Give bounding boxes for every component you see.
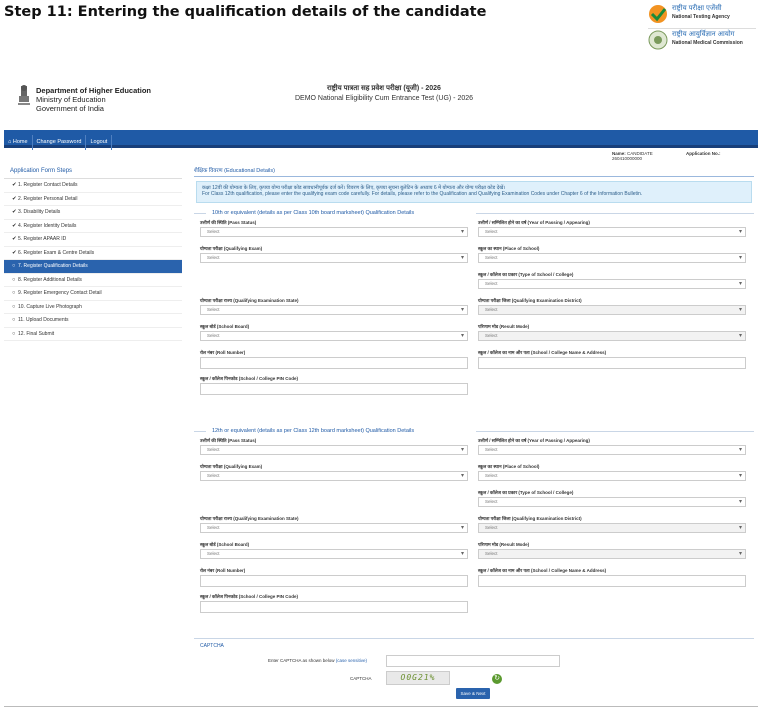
sidebar-step-label: 10. Capture Live Photograph <box>18 303 82 310</box>
captcha-enter-label <box>268 658 367 663</box>
top-navbar <box>4 130 758 148</box>
class10-qual_exam-select[interactable]: Select ▾ <box>200 253 468 263</box>
circle-icon: ○ <box>12 276 16 283</box>
class12-type_school-label: स्कूल / कॉलेज का प्रकार (Type of School / College) <box>478 490 574 495</box>
sidebar-step-9[interactable] <box>4 287 182 301</box>
class12-school_name-label: स्कूल / कॉलेज का नाम और पता (School / College Name & Address) <box>478 568 607 573</box>
class12-place-label: स्कूल का स्थान (Place of School) <box>478 464 540 469</box>
class10-board-select[interactable]: Select ▾ <box>200 331 468 341</box>
class10-roll-input[interactable] <box>200 357 468 369</box>
class12-pass_status-label: उत्तीर्ण की स्थिति (Pass Status) <box>200 438 257 443</box>
dept-line3: Government of India <box>36 104 104 113</box>
exam-title-english: DEMO National Eligibility Cum Entrance Test (UG) - 2026 <box>294 95 474 102</box>
class10-result_mode-label: परिणाम मोड (Result Mode) <box>478 324 530 329</box>
sidebar-step-2[interactable] <box>4 193 182 207</box>
nmc-logo-icon <box>648 30 668 50</box>
check-icon: ✔ <box>12 209 17 215</box>
class10-school_name-label: स्कूल / कॉलेज का नाम और पता (School / College Name & Address) <box>478 350 607 355</box>
captcha-enter-text: Enter CAPTCHA as shown below <box>268 658 335 663</box>
circle-icon: ○ <box>12 303 16 310</box>
site-header <box>4 76 758 128</box>
exam-title-hindi: राष्ट्रीय पात्रता सह प्रवेश परीक्षा (यूजी) - 2026 <box>327 85 441 92</box>
captcha-label: CAPTCHA <box>350 676 372 681</box>
sidebar-step-3[interactable] <box>4 206 182 220</box>
national-emblem-icon <box>16 84 32 110</box>
class12-result_mode-label: परिणाम मोड (Result Mode) <box>478 542 530 547</box>
sidebar-step-label: 8. Register Additional Details <box>18 276 82 283</box>
application-no-label: Application No.: <box>685 151 721 156</box>
captcha-divider <box>194 638 754 639</box>
dept-line2: Ministry of Education <box>36 95 106 104</box>
class10-exam_state-label: योग्यता परीक्षा राज्य (Qualifying Examination State) <box>200 298 299 303</box>
info-alert <box>196 181 752 203</box>
info-line-hindi: कक्षा 12वीं की योग्यता के लिए, कृपया योग्य परीक्षा कोड सावधानीपूर्वक दर्ज करें। विवरण के लिए, कृपया सूचना बुलेटिन के अध्याय 6 में योग्यता और योग्य परीक्षा कोड देखें। <box>202 185 506 191</box>
sidebar-step-label: 3. Disability Details <box>18 209 61 215</box>
sidebar-step-6[interactable] <box>4 247 182 261</box>
sidebar-step-11[interactable] <box>4 314 182 328</box>
class10-roll-label: रोल नंबर (Roll Number) <box>200 350 246 355</box>
circle-icon: ○ <box>12 263 16 269</box>
candidate-info <box>612 151 761 161</box>
class10-exam_district-label: योग्यता परीक्षा जिला (Qualifying Examination District) <box>478 298 582 303</box>
nmc-english: National Medical Commission <box>672 40 743 46</box>
class12-place-select[interactable]: Select ▾ <box>478 471 746 481</box>
class10-section-rule-left <box>194 213 206 214</box>
class12-type_school-select[interactable]: Select ▾ <box>478 497 746 507</box>
step-title: Step 11: Entering the qualification details of the candidate <box>4 4 487 20</box>
sidebar-step-label: 1. Register Contact Details <box>18 182 78 188</box>
sidebar-step-1[interactable] <box>4 179 182 193</box>
nta-hindi: राष्ट्रीय परीक्षा एजेंसी <box>672 5 722 12</box>
captcha-input[interactable] <box>386 655 560 667</box>
sidebar-title: Application Form Steps <box>4 164 182 179</box>
nta-logo <box>648 4 758 26</box>
class10-exam_state-select[interactable]: Select ▾ <box>200 305 468 315</box>
class12-school_name-input[interactable] <box>478 575 746 587</box>
sidebar-step-label: 4. Register Identity Details <box>18 222 77 229</box>
class10-type_school-label: स्कूल / कॉलेज का प्रकार (Type of School / College) <box>478 272 574 277</box>
department-block <box>36 86 151 113</box>
nta-english: National Testing Agency <box>672 14 730 20</box>
check-icon: ✔ <box>12 195 17 202</box>
sidebar-step-label: 2. Register Personal Detail <box>18 195 78 202</box>
nav-change-password-link[interactable]: Change Password <box>33 135 87 150</box>
exam-title <box>294 84 474 104</box>
class10-pass_status-select[interactable]: Select ▾ <box>200 227 468 237</box>
sidebar-step-label: 9. Register Emergency Contact Detail <box>18 290 102 296</box>
class12-exam_state-select[interactable]: Select ▾ <box>200 523 468 533</box>
check-icon: ✔ <box>12 182 17 188</box>
captcha-image: O0G21% <box>386 671 450 685</box>
dept-line1: Department of Higher Education <box>36 86 152 95</box>
sidebar-step-label: 7. Register Qualification Details <box>18 263 88 269</box>
class10-type_school-select[interactable]: Select ▾ <box>478 279 746 289</box>
class12-qual_exam-select[interactable]: Select ▾ <box>200 471 468 481</box>
class10-section-rule-right <box>476 213 754 214</box>
sidebar-step-label: 5. Register APAAR ID <box>18 236 67 242</box>
sidebar-step-label: 12. Final Submit <box>18 330 55 337</box>
class10-year-label: उत्तीर्ण / सम्मिलित होने का वर्ष (Year of Passing / Appearing) <box>478 220 590 225</box>
class10-school_name-input[interactable] <box>478 357 746 369</box>
sidebar-step-label: 6. Register Exam & Centre Details <box>18 249 95 256</box>
refresh-icon[interactable]: ↻ <box>492 674 502 684</box>
nav-home-link[interactable]: ⌂ Home <box>4 135 33 150</box>
class10-exam_district-select[interactable]: Select ▾ <box>478 305 746 315</box>
check-icon: ✔ <box>12 236 17 242</box>
logo-divider <box>648 28 756 29</box>
candidate-name-label: Name: <box>612 151 626 156</box>
qualification-form <box>194 164 754 710</box>
sidebar-step-7[interactable] <box>4 260 182 274</box>
class10-qual_exam-label: योग्यता परीक्षा (Qualifying Exam) <box>200 246 263 251</box>
class10-result_mode-select[interactable]: Select ▾ <box>478 331 746 341</box>
sidebar-step-5[interactable] <box>4 233 182 247</box>
sidebar-step-10[interactable] <box>4 301 182 315</box>
class10-section-title: 10th or equivalent (details as per Class 10th board marksheet) Qualification Details <box>212 210 415 216</box>
class12-pin-label: स्कूल / कॉलेज पिनकोड (School / College PIN Code) <box>200 594 299 599</box>
class12-exam_state-label: योग्यता परीक्षा राज्य (Qualifying Examination State) <box>200 516 299 521</box>
title-divider <box>194 176 754 177</box>
bottom-divider <box>4 706 758 707</box>
class12-roll-input[interactable] <box>200 575 468 587</box>
class12-section-title: 12th or equivalent (details as per Class 12th board marksheet) Qualification Details <box>212 428 415 434</box>
class12-pass_status-select[interactable]: Select ▾ <box>200 445 468 455</box>
circle-icon: ○ <box>12 317 16 323</box>
save-next-button[interactable]: Save & Next <box>456 688 490 699</box>
class12-year-select[interactable]: Select ▾ <box>478 445 746 455</box>
info-line-english: For Class 12th qualification, please enter the qualifying exam code carefully. For details, please refer to the Qualification and Qualifying Examination Codes under Chapter 6 of the Information Bulletin. <box>202 191 643 197</box>
class12-exam_district-select[interactable]: Select ▾ <box>478 523 746 533</box>
sidebar-step-8[interactable] <box>4 274 182 288</box>
class10-place-select[interactable]: Select ▾ <box>478 253 746 263</box>
nmc-hindi: राष्ट्रीय आयुर्विज्ञान आयोग <box>672 31 735 38</box>
class10-pin-input[interactable] <box>200 383 468 395</box>
class12-qual_exam-label: योग्यता परीक्षा (Qualifying Exam) <box>200 464 263 469</box>
educational-details-title: शैक्षिक विवरण (Educational Details) <box>194 168 275 174</box>
class10-place-label: स्कूल का स्थान (Place of School) <box>478 246 540 251</box>
class12-exam_district-label: योग्यता परीक्षा जिला (Qualifying Examination District) <box>478 516 582 521</box>
sidebar-step-4[interactable] <box>4 220 182 234</box>
class12-section-rule-left <box>194 431 206 432</box>
class12-result_mode-select[interactable]: Select ▾ <box>478 549 746 559</box>
steps-sidebar <box>4 164 182 341</box>
nta-logo-icon <box>648 4 668 24</box>
candidate-name-value: CANDIDATE <box>627 151 653 156</box>
check-icon: ✔ <box>12 249 17 256</box>
nmc-logo <box>648 30 758 52</box>
class10-board-label: स्कूल बोर्ड (School Board) <box>200 324 250 329</box>
class10-pin-label: स्कूल / कॉलेज पिनकोड (School / College PIN Code) <box>200 376 299 381</box>
class10-year-select[interactable]: Select ▾ <box>478 227 746 237</box>
sidebar-step-12[interactable] <box>4 328 182 342</box>
check-icon: ✔ <box>12 222 17 229</box>
captcha-case-note: (case sensitive) <box>335 658 368 663</box>
class12-section-rule-right <box>476 431 754 432</box>
sidebar-step-label: 11. Upload Documents <box>18 317 69 323</box>
class12-year-label: उत्तीर्ण / सम्मिलित होने का वर्ष (Year of Passing / Appearing) <box>478 438 590 443</box>
captcha-title: CAPTCHA <box>200 643 224 649</box>
circle-icon: ○ <box>12 290 16 296</box>
circle-icon: ○ <box>12 330 16 337</box>
nav-logout-link[interactable]: Logout <box>86 135 112 150</box>
class10-pass_status-label: उत्तीर्ण की स्थिति (Pass Status) <box>200 220 257 225</box>
class12-board-select[interactable]: Select ▾ <box>200 549 468 559</box>
class12-roll-label: रोल नंबर (Roll Number) <box>200 568 246 573</box>
application-no-value: 260410000000 <box>612 156 643 161</box>
class12-pin-input[interactable] <box>200 601 468 613</box>
class12-board-label: स्कूल बोर्ड (School Board) <box>200 542 250 547</box>
